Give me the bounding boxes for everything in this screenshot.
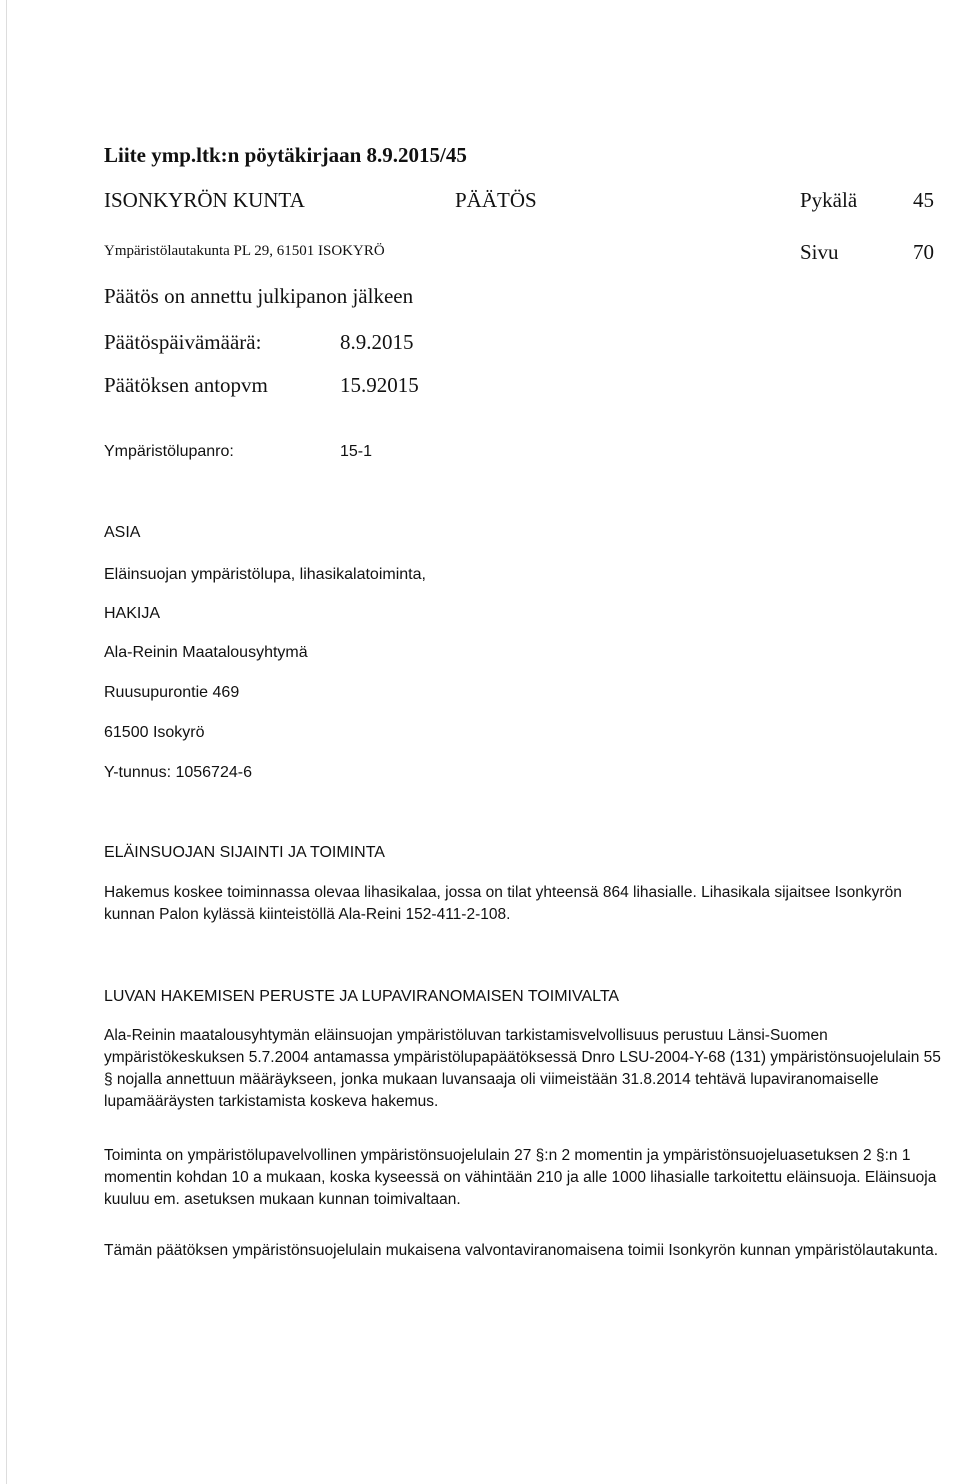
board-address: Ympäristölautakunta PL 29, 61501 ISOKYRÖ: [104, 243, 385, 259]
document-type: PÄÄTÖS: [455, 188, 537, 212]
permit-number-label: Ympäristölupanro:: [104, 443, 234, 460]
permit-number-value: 15-1: [340, 443, 373, 460]
peruste-paragraph-1: Ala-Reinin maatalousyhtymän eläinsuojan ympäristöluvan tarkistamisvelvollisuus perustuu Länsi-Suomen ympäristökeskuksen 5.7.2004 antamassa ympäristölupapäätöksessä Dnro LSU-2004-Y-68 (131) ympäristönsuojelulain 55 § nojalla annettuun määräykseen, jonka mukaan luvansaaja oli viimeistään 31.8.2014 tehtävä lupaviranomaiselle lupamääräysten tarkistamista koskeva hakemus.: [104, 1027, 941, 1110]
peruste-paragraph-3: Tämän päätöksen ympäristönsuojelulain mukaisena valvontaviranomaisena toimii Isonkyrön kunnan ympäristölautakunta.: [104, 1242, 939, 1259]
hakija-heading: HAKIJA: [104, 605, 161, 622]
applicant-name: Ala-Reinin Maatalousyhtymä: [104, 644, 308, 661]
applicant-business-id: Y-tunnus: 1056724-6: [104, 764, 252, 781]
issue-date-label: Päätöksen antopvm: [104, 373, 268, 397]
appendix-title: Liite ymp.ltk:n pöytäkirjaan 8.9.2015/45: [104, 143, 467, 167]
section-number: 45: [913, 188, 934, 212]
asia-text: Eläinsuojan ympäristölupa, lihasikalatoiminta,: [104, 566, 426, 583]
applicant-street: Ruusupurontie 469: [104, 684, 240, 701]
page-label: Sivu: [800, 240, 839, 264]
sijainti-paragraph: Hakemus koskee toiminnassa olevaa lihasikalaa, jossa on tilat yhteensä 864 lihasialle. Lihasikala sijaitsee Isonkyrön kunnan Palon kylässä kiinteistöllä Ala-Reini 152-411-2-108.: [104, 884, 902, 923]
applicant-city: 61500 Isokyrö: [104, 724, 205, 741]
municipality-name: ISONKYRÖN KUNTA: [104, 188, 305, 212]
scan-edge-line: [6, 0, 7, 1484]
section-label: Pykälä: [800, 188, 858, 212]
publication-note: Päätös on annettu julkipanon jälkeen: [104, 284, 414, 308]
peruste-heading: LUVAN HAKEMISEN PERUSTE JA LUPAVIRANOMAISEN TOIMIVALTA: [104, 988, 620, 1005]
page-number: 70: [913, 240, 934, 264]
peruste-paragraph-2: Toiminta on ympäristölupavelvollinen ympäristönsuojelulain 27 §:n 2 momentin ja ympäristönsuojeluasetuksen 2 §:n 1 momentin kohdan 10 a mukaan, koska kyseessä on vähintään 210 ja alle 1000 lihasialle tarkoitettu eläinsuoja. Eläinsuoja kuuluu em. asetuksen mukaan kunnan toimivaltaan.: [104, 1147, 937, 1208]
issue-date-value: 15.92015: [340, 373, 419, 397]
asia-heading: ASIA: [104, 524, 141, 541]
decision-date-value: 8.9.2015: [340, 330, 414, 354]
decision-date-label: Päätöspäivämäärä:: [104, 330, 262, 354]
sijainti-heading: ELÄINSUOJAN SIJAINTI JA TOIMINTA: [104, 844, 385, 861]
